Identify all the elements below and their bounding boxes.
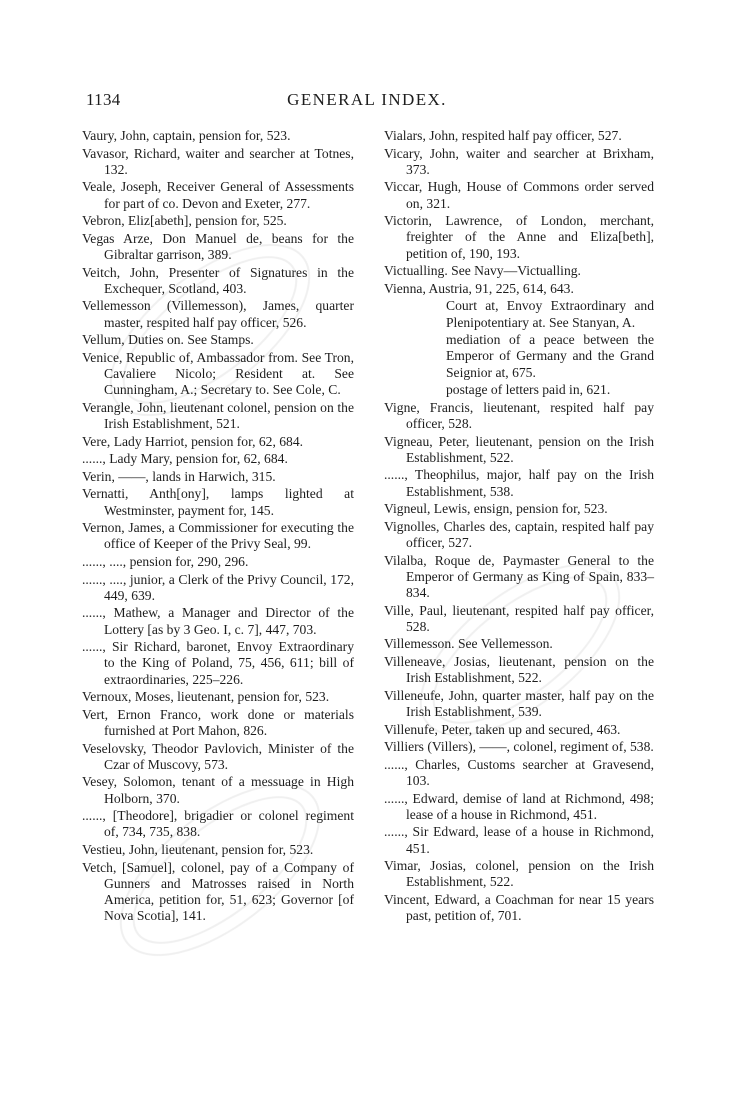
index-entry: ......, [Theodore], brigadier or colonel regiment of, 734, 735, 838. <box>82 808 354 840</box>
index-entry: Veselovsky, Theodor Pavlovich, Minister of the Czar of Muscovy, 573. <box>82 740 354 772</box>
index-entry: Victualling. See Navy—Victualling. <box>384 263 581 279</box>
index-entry: Villeneave, Josias, lieutenant, pension on the Irish Establishment, 522. <box>384 653 654 686</box>
index-entry: ......, Sir Edward, lease of a house in Richmond, 451. <box>384 824 654 856</box>
index-entry: Veitch, John, Presenter of Signatures in the Exchequer, Scotland, 403. <box>82 264 354 296</box>
index-entry: Vialars, John, respited half pay officer, 527. <box>384 128 622 143</box>
index-entry: Villenufe, Peter, taken up and secured, 463. <box>384 721 621 737</box>
index-entry: Vesey, Solomon, tenant of a messuage in High Holborn, 370. <box>82 774 354 806</box>
index-entry: Vilalba, Roque de, Paymaster General to the Emperor of Germany as King of Spain, 833–834. <box>384 552 654 600</box>
index-entry: Vincent, Edward, a Coachman for near 15 years past, petition of, 701. <box>384 891 654 924</box>
index-entry: ......, Mathew, a Manager and Director of the Lottery [as by 3 Geo. I, c. 7], 447, 703. <box>82 605 354 637</box>
index-entry: Vaury, John, captain, pension for, 523. <box>82 128 291 143</box>
index-entry: ......, ...., junior, a Clerk of the Privy Council, 172, 449, 639. <box>82 571 354 603</box>
index-entry: Vernon, James, a Commissioner for executing the office of Keeper of the Privy Seal, 99. <box>82 520 354 552</box>
index-column-right <box>384 128 654 926</box>
index-entry: Vavasor, Richard, waiter and searcher at Totnes, 132. <box>82 145 354 177</box>
index-entry: Vellemesson (Villemesson), James, quarter master, respited half pay officer, 526. <box>82 298 354 330</box>
index-entry: Vignolles, Charles des, captain, respited half pay officer, 527. <box>384 518 654 550</box>
page-number: 1134 <box>86 90 121 109</box>
index-entry: Vicary, John, waiter and searcher at Brixham, 373. <box>384 145 654 177</box>
index-entry: Vigneau, Peter, lieutenant, pension on the Irish Establishment, 522. <box>384 433 654 465</box>
index-entry: Vigneul, Lewis, ensign, pension for, 523. <box>384 501 608 517</box>
index-entry: Vernoux, Moses, lieutenant, pension for, 523. <box>82 689 330 705</box>
index-subentry: mediation of a peace between the Emperor of Germany and the Grand Seignior at, 675. <box>446 332 654 380</box>
index-entry: ......, Sir Richard, baronet, Envoy Extraordinary to the King of Poland, 75, 456, 611; bill of extraordinaries, 225–226. <box>82 639 354 687</box>
index-entry: Venice, Republic of, Ambassador from. See Tron, Cavaliere Nicolo; Resident at. See Cunningham, A.; Secretary to. See Cole, C. <box>82 349 354 398</box>
index-entry: Victorin, Lawrence, of London, merchant, freighter of the Anne and Eliza[beth], petition of, 190, 193. <box>384 213 654 261</box>
index-subentry: Court at, Envoy Extraordinary and Plenipotentiary at. See Stanyan, A. <box>446 298 654 330</box>
index-entry: Vestieu, John, lieutenant, pension for, 523. <box>82 841 314 857</box>
index-entry: Villiers (Villers), ——, colonel, regiment of, 538. <box>384 739 654 755</box>
index-entry: Verin, ——, lands in Harwich, 315. <box>82 468 276 484</box>
index-entry: Vellum, Duties on. See Stamps. <box>82 332 254 348</box>
index-entry: ......, Lady Mary, pension for, 62, 684. <box>82 451 288 467</box>
index-entry: Vegas Arze, Don Manuel de, beans for the Gibraltar garrison, 389. <box>82 230 354 262</box>
index-entry: Viccar, Hugh, House of Commons order served on, 321. <box>384 179 654 211</box>
index-entry: Vernatti, Anth[ony], lamps lighted at Westminster, payment for, 145. <box>82 486 354 518</box>
index-entry: ......, ...., pension for, 290, 296. <box>82 553 249 569</box>
index-column-left <box>82 128 354 926</box>
page-header <box>84 90 650 114</box>
index-entry: Vigne, Francis, lieutenant, respited half pay officer, 528. <box>384 399 654 431</box>
index-entry: Vere, Lady Harriot, pension for, 62, 684. <box>82 433 304 449</box>
index-entry: ......, Charles, Customs searcher at Gravesend, 103. <box>384 756 654 788</box>
index-entry: Vert, Ernon Franco, work done or materials furnished at Port Mahon, 826. <box>82 706 354 738</box>
index-entry: Vienna, Austria, 91, 225, 614, 643. <box>384 280 574 296</box>
index-entry: Villemesson. See Vellemesson. <box>384 636 553 652</box>
index-entry: Veale, Joseph, Receiver General of Assessments for part of co. Devon and Exeter, 277. <box>82 179 354 211</box>
index-entry: Vebron, Eliz[abeth], pension for, 525. <box>82 213 287 229</box>
index-entry: Ville, Paul, lieutenant, respited half pay officer, 528. <box>384 602 654 634</box>
index-entry: ......, Edward, demise of land at Richmond, 498; lease of a house in Richmond, 451. <box>384 790 654 822</box>
index-entry: Villeneufe, John, quarter master, half pay on the Irish Establishment, 539. <box>384 687 654 719</box>
index-entry: Verangle, John, lieutenant colonel, pension on the Irish Establishment, 521. <box>82 399 354 431</box>
index-entry: Vimar, Josias, colonel, pension on the Irish Establishment, 522. <box>384 858 654 890</box>
page-title: GENERAL INDEX. <box>287 90 447 109</box>
index-entry: ......, Theophilus, major, half pay on the Irish Establishment, 538. <box>384 467 654 499</box>
index-entry: Vetch, [Samuel], colonel, pay of a Company of Gunners and Matrosses raised in North America, petition for, 51, 623; Governor [of Nova Scotia], 141. <box>82 859 354 924</box>
index-subentry: postage of letters paid in, 621. <box>446 382 611 398</box>
